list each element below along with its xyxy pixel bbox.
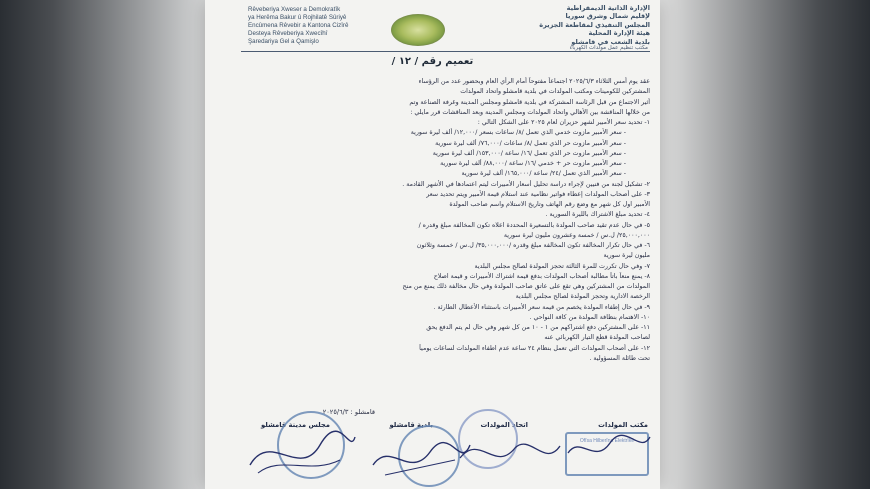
document-body — [221, 77, 650, 364]
body-line: المشتركين للكومينات ومكتب المولدات في بلدية قامشلو واتحاد المولدات — [460, 88, 650, 96]
body-line: من خلالها المناقشة بين الأهالي واتحاد المولدات ومجلس المدينة وبعد المناقشات قرر مايلي : — [410, 108, 650, 116]
document-date: قامشلو : ٢٠٢٥/٦/٣ — [322, 408, 375, 416]
body-line: - سعر الأمبير مازوت حر + خدمي /١٦/ ساعة /٨٨,٠٠٠/ ألف ليرة سورية — [440, 160, 626, 167]
header-divider — [241, 51, 650, 52]
header-left-line: Rêveberiya Xweser a Demokratîk — [248, 6, 341, 13]
body-line: ٦- في حال تكرار المخالفة تكون المخالفة مبلغ وقدره /٣٥,٠٠٠,٠٠٠/ ل.س / خمسة وثلاثون — [416, 242, 650, 249]
header-right-line: هيئة الإدارة المحلية — [588, 29, 650, 38]
emblem-logo — [391, 14, 445, 46]
body-line: ٢٥,٠٠٠,٠٠٠/ ل.س / خمسة وعشرون مليون ليرة سورية — [503, 231, 650, 239]
header-right-line: بلدية الشعب في قامشلو — [571, 37, 650, 46]
signature-label-union: اتحاد المولدات — [480, 421, 528, 429]
header-arabic — [450, 4, 650, 46]
body-line: - سعر الأمبير مازوت حر الذي تعمل /٨/ ساعات /٧٦,٠٠٠/ ألف ليرة سورية — [435, 139, 626, 147]
body-line: الأمبير اول كل شهر مع وضع رقم الهاتف وتاريخ الاستلام واسم صاحب المولدة — [449, 201, 650, 208]
body-line: مليون ليرة سورية — [603, 252, 650, 260]
header-right-line: لإقليم شمال وشرق سوريا — [565, 12, 650, 21]
circular-document — [205, 0, 660, 489]
body-line: ١٠- الاهتمام بنظافة المولدة من كافة النواحي . — [529, 313, 650, 321]
signature-label-council: مجلس مدينة قامشلو — [261, 421, 330, 429]
document-title: تعميم رقم / ١٢ / — [391, 56, 474, 67]
council-signature — [240, 425, 360, 485]
body-line: ٨- يمنع منعاً باتاً مطالبة أصحاب المولدات بدفع قيمة اشتراك الأمبيرات و قيمة اصلاح — [433, 272, 650, 280]
body-line: ٣- على أصحاب المولدات إعطاء فواتير نظامية عند استلام قيمة الأمبير ويتم تحديد سعر — [426, 190, 650, 198]
body-line: لصاحب المولدة قطع التيار الكهربائي عنه — [544, 334, 650, 342]
office-signature — [560, 425, 655, 475]
body-line: - سعر الأمبير مازوت حر الذي تعمل /١٦/ ساعة /١٥٣,٠٠٠/ ألف ليرة سورية — [432, 149, 626, 157]
body-line: أثير الاجتماع من قبل الرئاسة المشتركة في بلدية قامشلو ومجلس المدينة وغرفة الصناعة وتم — [409, 98, 650, 106]
union-signature — [455, 428, 565, 478]
header-left-line: Encûmena Rêvebir a Kantona Cizîrê — [248, 22, 349, 29]
header-right-line: الإدارة الذاتية الديمقراطية — [566, 4, 650, 12]
header-left-line: Desteya Rêveberiya Xwecîhî — [248, 30, 328, 37]
body-line: ٩- في حال إطفاء المولدة يخصم من قيمة سعر الأمبيرات باستثناء الأعطال الطارئة . — [433, 303, 650, 311]
body-line: عقد يوم أمس الثلاثاء ٢٠٢٥/٦/٣ اجتماعاً مفتوحاً أمام الرأي العام وبحضور عدد من الرؤساء — [418, 78, 650, 85]
body-line: - سعر الأمبير الذي تعمل /٢٤/ ساعة /١٦٥,٠٠٠/ ألف ليرة سورية — [461, 170, 626, 178]
signature-label-office: مكتب المولدات — [598, 421, 648, 429]
body-line: - سعر الأمبير مازوت خدمي الذي تعمل /٨/ ساعات بسعر /١٢,٠٠٠/ ألف ليرة سورية — [410, 129, 626, 137]
header-left-line: ya Herêma Bakur û Rojhilatê Sûriyê — [248, 14, 347, 21]
body-line: تحت طائلة المسؤولية . — [589, 354, 650, 362]
body-line: ١٢- على أصحاب المولدات التي تعمل بنظام ٢٤ ساعة عدم اطفاء المولدات لساعات يومياً — [419, 344, 650, 352]
header-subline: مكتب تنظيم عمل مولدات الكهرباء — [569, 45, 648, 51]
body-line: ١- تحديد سعر الأمبير لشهر حزيران لعام ٢٠٢٥ على الشكل التالي : — [477, 119, 650, 126]
header-right-line: المجلس التنفيذي لمقاطعة الجزيرة — [539, 20, 650, 29]
office-stamp-text: Ofîsa Hilberîna Elektrîkê — [579, 438, 635, 444]
body-line: ٢- تشكيل لجنة من فنيين لإجراء دراسة تحليل أسعار الأمبيرات ليتم اعتمادها في الأشهر القادمة . — [402, 180, 650, 188]
body-line: ٤- تحديد مبلغ الاشتراك بالليرة السورية . — [545, 211, 650, 219]
body-line: المولدات من المشتركين وهي تقع على عاتق صاحب المولدة وفي حال مخالفة ذلك يمنع من منح — [402, 283, 650, 290]
body-line: ١١- على المشتركين دفع اشتراكهم من ١ - ١٠ من كل شهر وفي حال لم يتم الدفع يحق — [426, 324, 650, 331]
header-left-line: Şaredariya Gel a Qamişlo — [248, 38, 319, 45]
header-kurdish — [248, 6, 368, 46]
body-line: ٥- في حال عدم تقيد صاحب المولدة بالتسعيرة المحددة اعلاه تكون المخالفة مبلغ وقدره / — [418, 221, 650, 229]
body-line: ٧- وفي حال تكررت للمرة الثالثة تحجز المولدة لصالح مجلس البلدية — [474, 262, 650, 270]
body-line: الرخصة الادارية وتحجز المولدة لصالح مجلس البلدية — [515, 293, 650, 301]
signature-label-municipality: بلدية قامشلو — [389, 421, 433, 429]
